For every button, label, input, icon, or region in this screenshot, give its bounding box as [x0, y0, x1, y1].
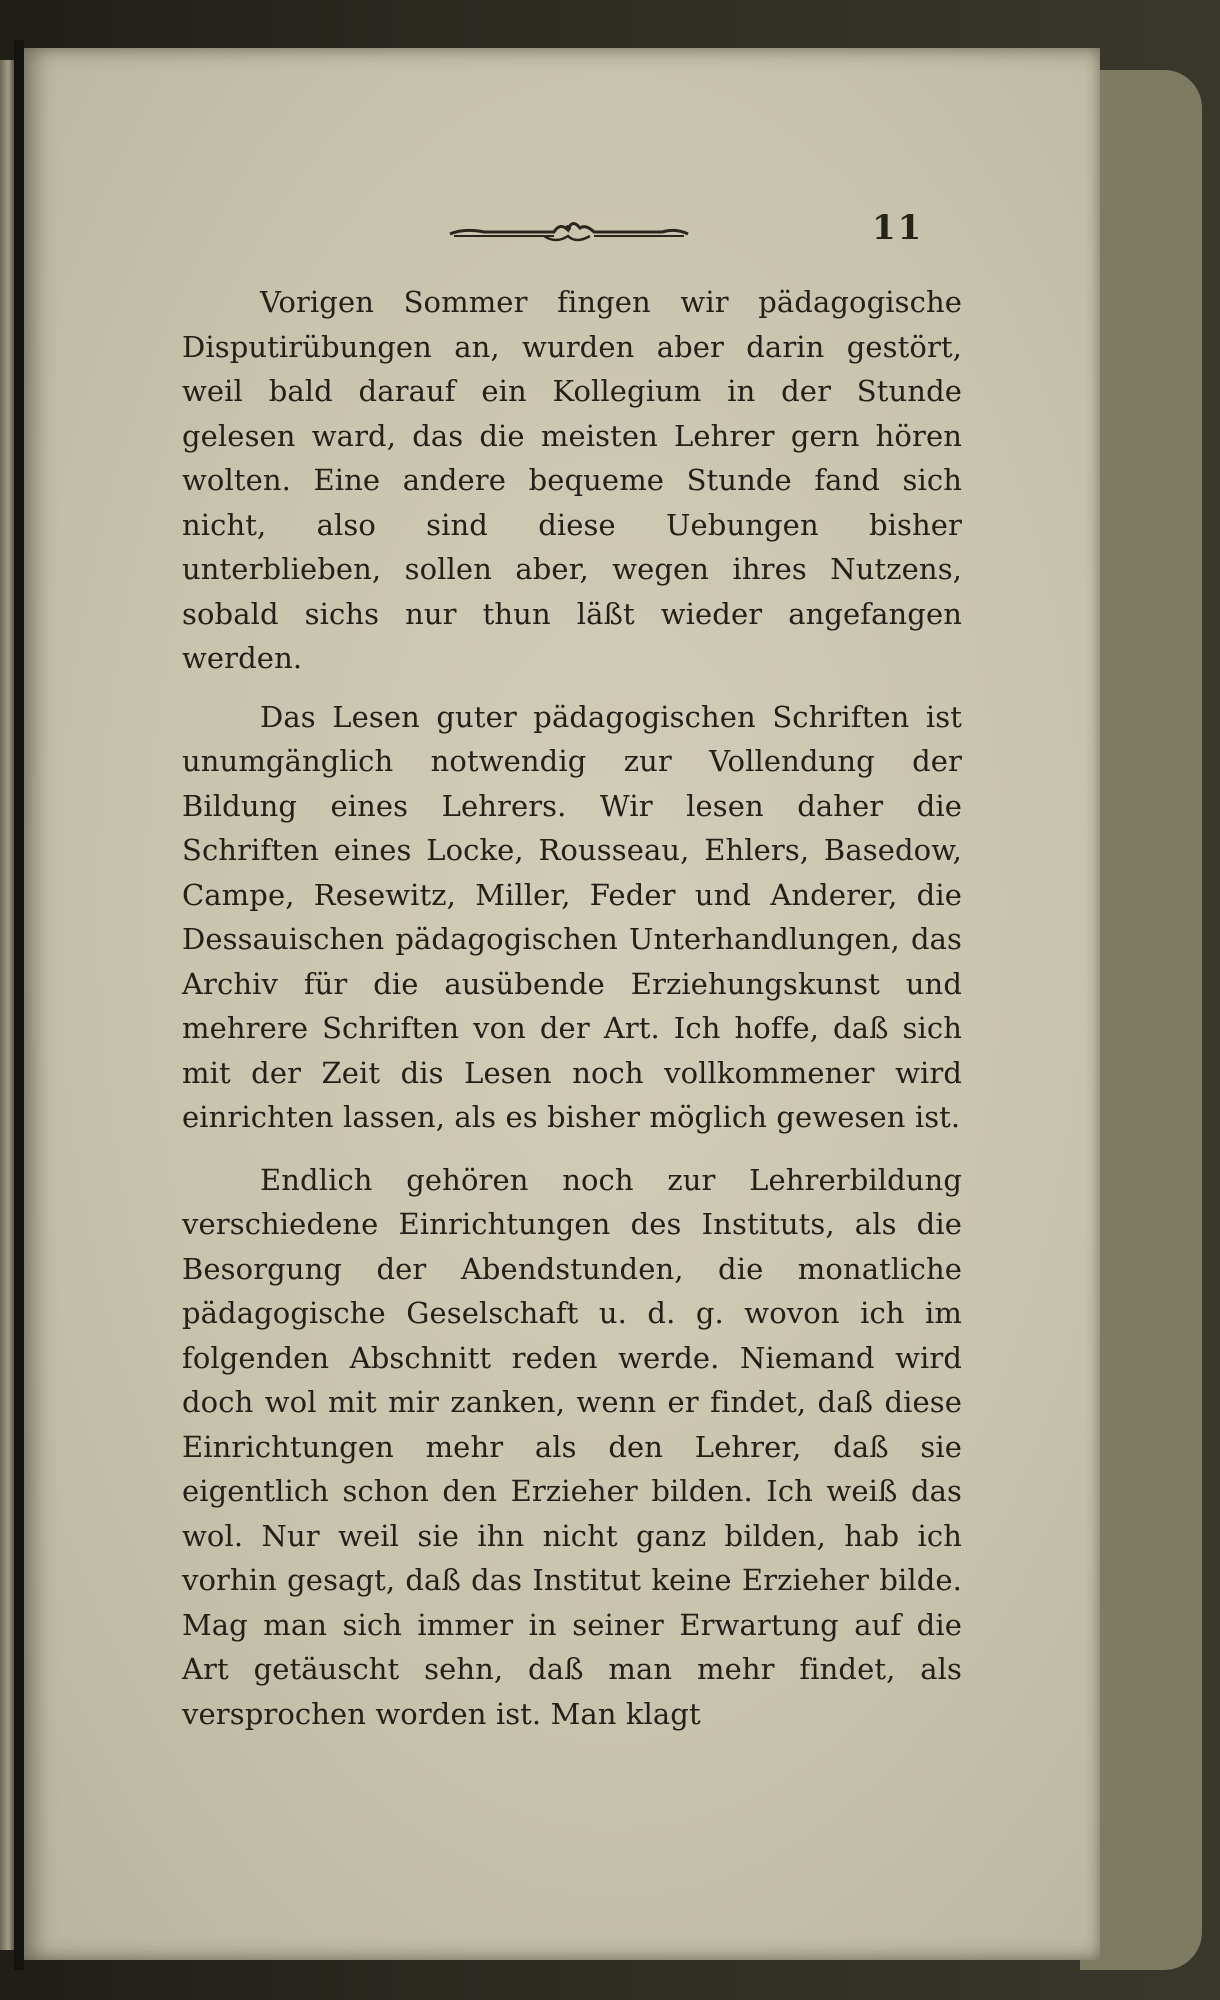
page-number: 11: [872, 208, 924, 248]
book-spine: [14, 40, 24, 1970]
decorative-rule-ornament-icon: [444, 214, 694, 248]
body-text: [182, 280, 962, 1750]
paragraph-1: Vorigen Sommer fingen wir pädagogische Disputirübungen an, wurden aber darin gestört, weil bald darauf ein Kollegium in der Stunde gelesen ward, das die meisten Lehrer gern hören wolten. Eine andere bequeme Stunde fand sich nicht, also sind diese Uebungen bisher unterblieben, sollen aber, wegen ihres Nutzens, sobald sichs nur thun läßt wieder angefangen werden.: [182, 285, 962, 675]
page-header: [24, 208, 1100, 268]
previous-page-edge: [0, 60, 14, 1950]
paragraph-3: Endlich gehören noch zur Lehrerbildung verschiedene Einrichtungen des Instituts, als die Besorgung der Abendstunden, die monatliche pädagogische Geselschaft u. d. g. wovon ich im folgenden Abschnitt reden werde. Niemand wird doch wol mit mir zanken, wenn er findet, daß diese Einrichtungen mehr als den Lehrer, daß sie eigentlich schon den Erzieher bilden. Ich weiß das wol. Nur weil sie ihn nicht ganz bilden, hab ich vorhin gesagt, daß das Institut keine Erzieher bilde. Mag man sich immer in seiner Erwartung auf die Art getäuscht sehn, daß man mehr findet, als versprochen worden ist. Man klagt: [182, 1162, 962, 1731]
paragraph-2: Das Lesen guter pädagogischen Schriften ist unumgänglich notwendig zur Vollendung der Bildung eines Lehrers. Wir lesen daher die Schriften eines Locke, Rousseau, Ehlers, Basedow, Campe, Resewitz, Miller, Feder und Anderer, die Dessauischen pädagogischen Unterhandlungen, das Archiv für die ausübende Erziehungskunst und mehrere Schriften von der Art. Ich hoffe, daß sich mit der Zeit dis Lesen noch vollkommener wird einrichten lassen, als es bisher möglich gewesen ist.: [182, 699, 962, 1134]
book-page: [24, 48, 1100, 1960]
